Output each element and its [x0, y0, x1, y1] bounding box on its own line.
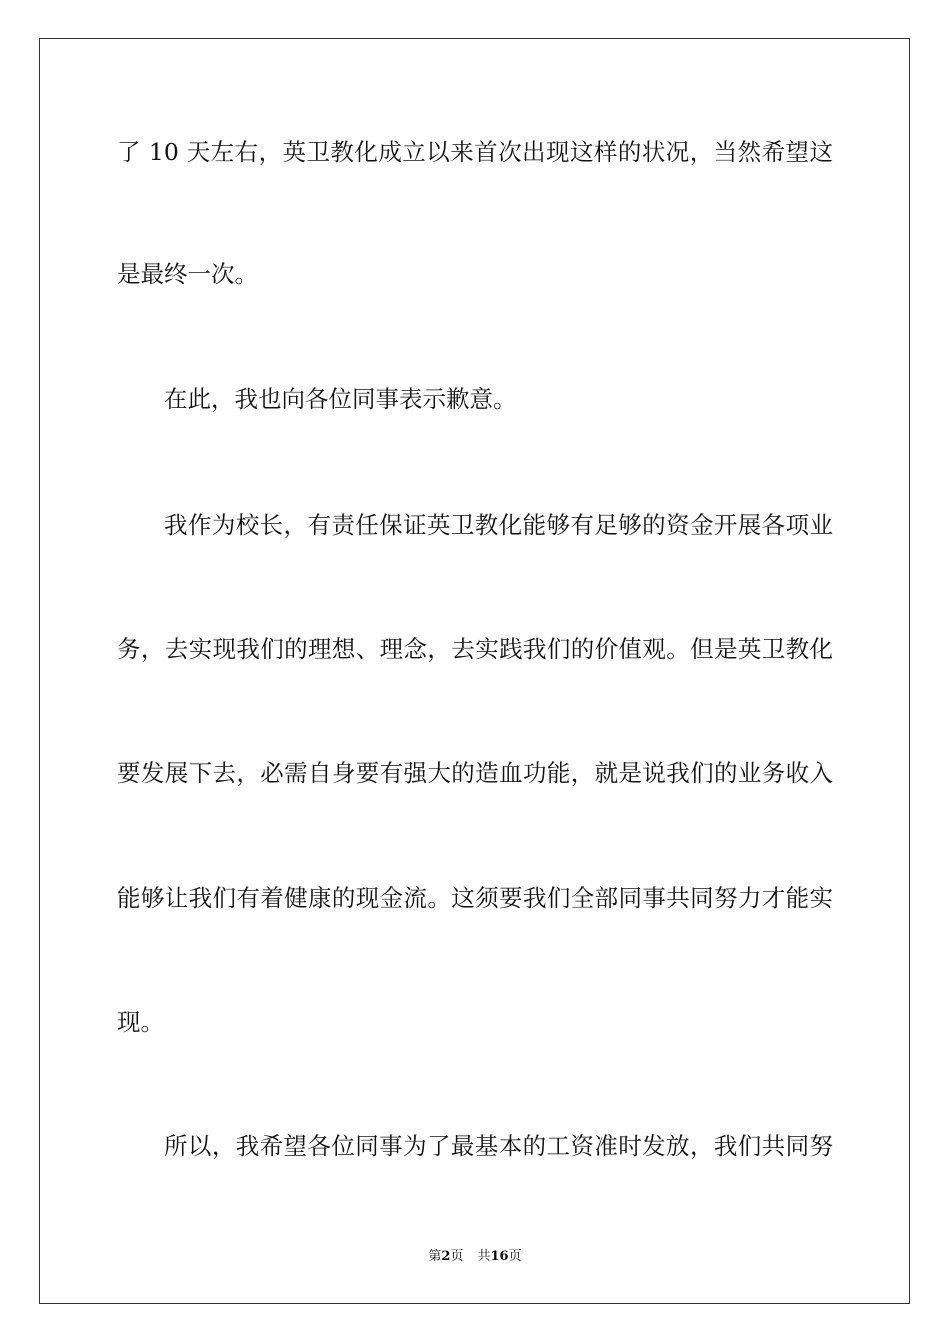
page-number: 2: [441, 1249, 451, 1264]
text-line-2: 是最终一次。: [117, 260, 258, 288]
page-frame: [39, 38, 910, 1304]
text-line-1: 了 10 天左右，英卫教化成立以来首次出现这样的状况，当然希望这: [117, 138, 833, 166]
text-line-7: 能够让我们有着健康的现金流。这须要我们全部同事共同努力才能实: [117, 884, 833, 912]
text-line-6: 要发展下去，必需自身要有强大的造血功能，就是说我们的业务收入: [117, 759, 833, 787]
text-line-9: 所以，我希望各位同事为了最基本的工资准时发放，我们共同努: [164, 1132, 833, 1160]
total-prefix: 共: [477, 1249, 491, 1264]
page-footer: [0, 1248, 950, 1266]
text-line-3: 在此，我也向各位同事表示歉意。: [164, 385, 517, 413]
text-line-5: 务，去实现我们的理想、理念，去实践我们的价值观。但是英卫教化: [117, 635, 833, 663]
total-pages: 16: [490, 1249, 509, 1264]
text-line-4: 我作为校长，有责任保证英卫教化能够有足够的资金开展各项业: [164, 511, 833, 539]
page-suffix: 页: [450, 1249, 464, 1264]
text-line-8: 现。: [117, 1008, 164, 1036]
total-suffix: 页: [508, 1249, 522, 1264]
page-prefix: 第: [428, 1249, 442, 1264]
